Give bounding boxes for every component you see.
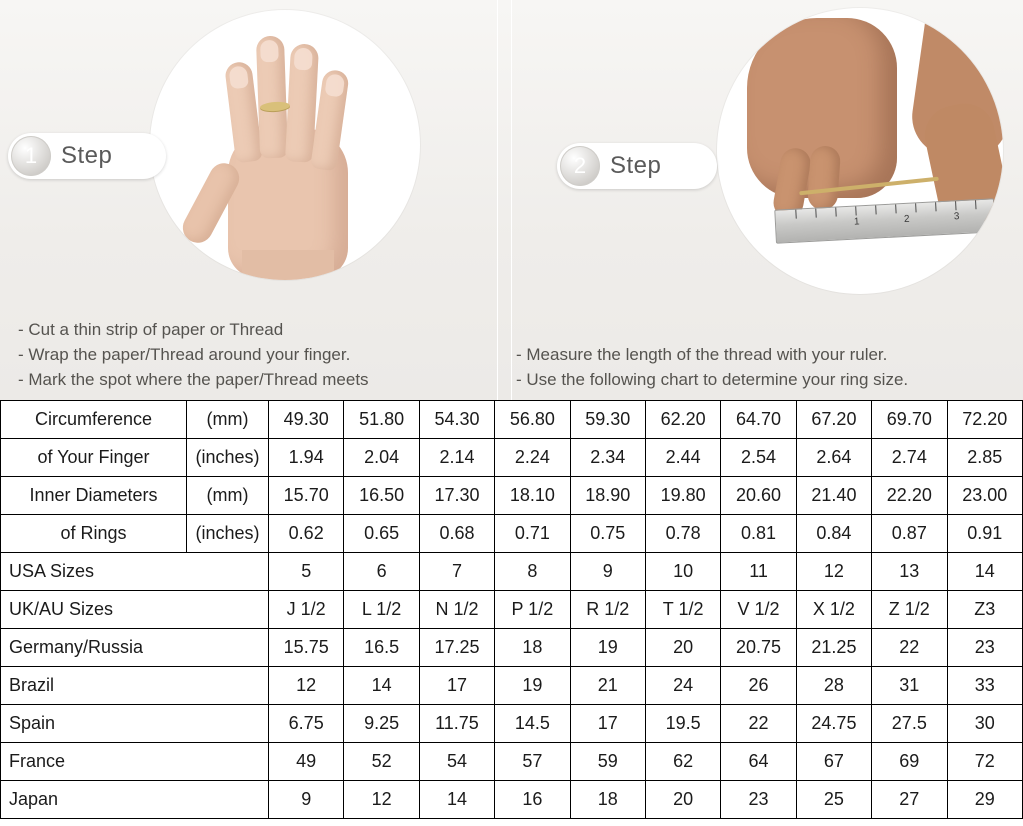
cell: 0.91 <box>947 515 1022 553</box>
cell: 25 <box>796 781 871 819</box>
cell: 26 <box>721 667 796 705</box>
step-1-photo <box>150 10 420 280</box>
step-1-number: 1 <box>11 136 51 176</box>
cell: 2.44 <box>645 439 720 477</box>
cell: 29 <box>947 781 1022 819</box>
cell: 12 <box>796 553 871 591</box>
cell: 49.30 <box>269 401 344 439</box>
table-row <box>1 477 1023 515</box>
cell: 18 <box>570 781 645 819</box>
unit-mm: (mm) <box>187 477 269 515</box>
nail-shape <box>294 48 313 71</box>
cell: 67.20 <box>796 401 871 439</box>
cell: 20.60 <box>721 477 796 515</box>
steps-section <box>0 0 1023 400</box>
cell: 62.20 <box>645 401 720 439</box>
cell: 27 <box>872 781 947 819</box>
row-label-usa-sizes: USA Sizes <box>1 553 269 591</box>
cell: 0.87 <box>872 515 947 553</box>
ruler <box>774 198 995 243</box>
cell: 72.20 <box>947 401 1022 439</box>
step-2-label: Step <box>610 152 662 179</box>
cell: 7 <box>419 553 494 591</box>
unit-inches: (inches) <box>187 515 269 553</box>
cell: V 1/2 <box>721 591 796 629</box>
instruction-line: - Wrap the paper/Thread around your finger. <box>18 345 351 364</box>
cell: N 1/2 <box>419 591 494 629</box>
cell: 56.80 <box>495 401 570 439</box>
cell: 19.5 <box>645 705 720 743</box>
instruction-line: - Mark the spot where the paper/Thread meets <box>18 370 369 389</box>
cell: 20.75 <box>721 629 796 667</box>
cell: 18.10 <box>495 477 570 515</box>
cell: 16.5 <box>344 629 419 667</box>
cell: 0.65 <box>344 515 419 553</box>
cell: 19.80 <box>645 477 720 515</box>
step-2-panel <box>511 0 1023 400</box>
cell: Z 1/2 <box>872 591 947 629</box>
wrist-shape <box>242 250 334 280</box>
cell: 52 <box>344 743 419 781</box>
cell: 6.75 <box>269 705 344 743</box>
cell: 17.25 <box>419 629 494 667</box>
cell: 20 <box>645 781 720 819</box>
table-row <box>1 781 1023 819</box>
instruction-line: - Cut a thin strip of paper or Thread <box>18 320 284 339</box>
cell: 14 <box>419 781 494 819</box>
cell: 59 <box>570 743 645 781</box>
cell: 9.25 <box>344 705 419 743</box>
cell: 49 <box>269 743 344 781</box>
cell: 18 <box>495 629 570 667</box>
cell: P 1/2 <box>495 591 570 629</box>
cell: 24.75 <box>796 705 871 743</box>
ruler-number: 2 <box>903 213 910 225</box>
table-row <box>1 705 1023 743</box>
cell: 2.24 <box>495 439 570 477</box>
unit-inches: (inches) <box>187 439 269 477</box>
nail-shape <box>228 65 249 89</box>
step-1-label: Step <box>61 142 113 169</box>
cell: 17 <box>570 705 645 743</box>
cell: 19 <box>495 667 570 705</box>
unit-mm: (mm) <box>187 401 269 439</box>
table-row <box>1 439 1023 477</box>
ruler-number: 1 <box>853 216 860 228</box>
cell: 21.25 <box>796 629 871 667</box>
cell: 5 <box>269 553 344 591</box>
cell: 64.70 <box>721 401 796 439</box>
cell: 0.71 <box>495 515 570 553</box>
cell: 2.14 <box>419 439 494 477</box>
cell: 67 <box>796 743 871 781</box>
row-label-circumference-2: of Your Finger <box>1 439 187 477</box>
cell: 54.30 <box>419 401 494 439</box>
cell: 72 <box>947 743 1022 781</box>
row-label-uk-au-sizes: UK/AU Sizes <box>1 591 269 629</box>
row-label-inner-diameter: Inner Diameters <box>1 477 187 515</box>
instruction-line: - Measure the length of the thread with your ruler. <box>516 345 888 364</box>
cell: 0.68 <box>419 515 494 553</box>
table-row <box>1 515 1023 553</box>
cell: 2.64 <box>796 439 871 477</box>
cell: 20 <box>645 629 720 667</box>
cell: 27.5 <box>872 705 947 743</box>
cell: 1.94 <box>269 439 344 477</box>
table-row <box>1 591 1023 629</box>
finger-shape <box>807 145 841 211</box>
row-label-circumference: Circumference <box>1 401 187 439</box>
cell: 2.85 <box>947 439 1022 477</box>
cell: J 1/2 <box>269 591 344 629</box>
cell: 33 <box>947 667 1022 705</box>
cell: 54 <box>419 743 494 781</box>
cell: 24 <box>645 667 720 705</box>
step-2-badge <box>557 143 717 189</box>
cell: 2.04 <box>344 439 419 477</box>
cell: 15.70 <box>269 477 344 515</box>
cell: 51.80 <box>344 401 419 439</box>
cell: 9 <box>269 781 344 819</box>
cell: 30 <box>947 705 1022 743</box>
cell: 2.74 <box>872 439 947 477</box>
cell: 0.81 <box>721 515 796 553</box>
cell: T 1/2 <box>645 591 720 629</box>
row-label-inner-diameter-2: of Rings <box>1 515 187 553</box>
cell: 69 <box>872 743 947 781</box>
cell: 23.00 <box>947 477 1022 515</box>
cell: 14.5 <box>495 705 570 743</box>
cell: 16 <box>495 781 570 819</box>
row-label-japan: Japan <box>1 781 269 819</box>
cell: 22 <box>721 705 796 743</box>
cell: 9 <box>570 553 645 591</box>
cell: 31 <box>872 667 947 705</box>
cell: 21 <box>570 667 645 705</box>
cell: 14 <box>947 553 1022 591</box>
step-2-number: 2 <box>560 146 600 186</box>
cell: 62 <box>645 743 720 781</box>
panel-divider <box>497 0 498 400</box>
row-label-germany-russia: Germany/Russia <box>1 629 269 667</box>
cell: 11 <box>721 553 796 591</box>
cell: 16.50 <box>344 477 419 515</box>
cell: 14 <box>344 667 419 705</box>
table-row <box>1 667 1023 705</box>
cell: X 1/2 <box>796 591 871 629</box>
instruction-line: - Use the following chart to determine your ring size. <box>516 370 909 389</box>
cell: 0.62 <box>269 515 344 553</box>
table-row <box>1 743 1023 781</box>
nail-shape <box>260 40 279 63</box>
table-row <box>1 629 1023 667</box>
cell: 64 <box>721 743 796 781</box>
cell: 21.40 <box>796 477 871 515</box>
cell: 22 <box>872 629 947 667</box>
row-label-france: France <box>1 743 269 781</box>
cell: 69.70 <box>872 401 947 439</box>
cell: 57 <box>495 743 570 781</box>
cell: 11.75 <box>419 705 494 743</box>
table-row <box>1 553 1023 591</box>
cell: 12 <box>344 781 419 819</box>
row-label-brazil: Brazil <box>1 667 269 705</box>
nail-shape <box>324 73 345 97</box>
table-row <box>1 401 1023 439</box>
cell: 15.75 <box>269 629 344 667</box>
step-2-photo <box>717 8 1003 294</box>
cell: 0.78 <box>645 515 720 553</box>
cell: 13 <box>872 553 947 591</box>
ring-size-table <box>0 400 1023 819</box>
cell: 17.30 <box>419 477 494 515</box>
cell: 6 <box>344 553 419 591</box>
cell: 19 <box>570 629 645 667</box>
cell: 17 <box>419 667 494 705</box>
finger-shape <box>256 36 288 159</box>
cell: 23 <box>947 629 1022 667</box>
cell: 22.20 <box>872 477 947 515</box>
cell: 12 <box>269 667 344 705</box>
step-1-panel <box>0 0 511 400</box>
cell: L 1/2 <box>344 591 419 629</box>
step-1-badge <box>8 133 166 179</box>
step-1-instructions <box>18 317 488 392</box>
cell: 23 <box>721 781 796 819</box>
row-label-spain: Spain <box>1 705 269 743</box>
hand-with-thread-illustration <box>150 10 420 280</box>
hand-measuring-illustration <box>717 8 1003 294</box>
cell: Z3 <box>947 591 1022 629</box>
ruler-number: 3 <box>953 211 960 223</box>
cell: 0.75 <box>570 515 645 553</box>
step-2-instructions <box>516 342 1016 392</box>
cell: 0.84 <box>796 515 871 553</box>
cell: 18.90 <box>570 477 645 515</box>
cell: R 1/2 <box>570 591 645 629</box>
cell: 59.30 <box>570 401 645 439</box>
cell: 2.54 <box>721 439 796 477</box>
cell: 8 <box>495 553 570 591</box>
cell: 28 <box>796 667 871 705</box>
cell: 2.34 <box>570 439 645 477</box>
cell: 10 <box>645 553 720 591</box>
